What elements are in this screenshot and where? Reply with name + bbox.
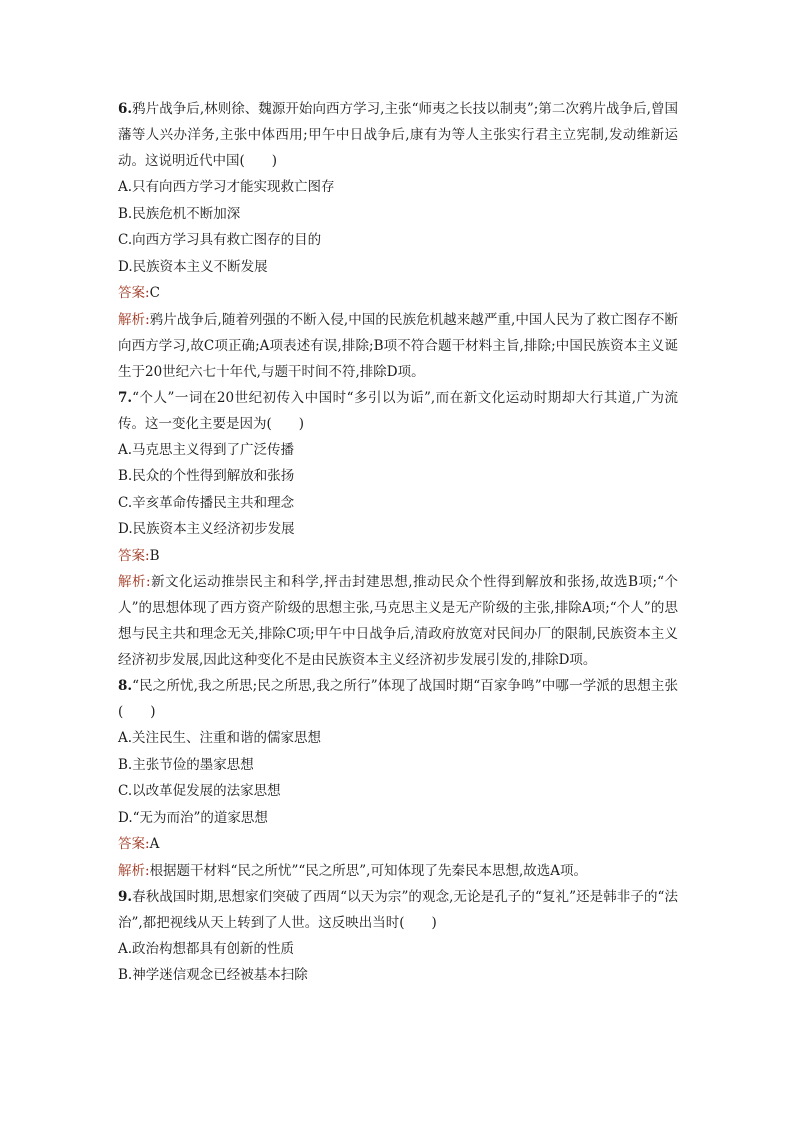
stem-text: “个人”一词在20世纪初传入中国时“多引以为诟”,而在新文化运动时期却大行其道,广为流传。这一变化主要是因为( ) xyxy=(118,389,678,432)
question-stem xyxy=(118,96,678,174)
option-c: C.辛亥革命传播民主共和理念 xyxy=(118,494,295,511)
explanation xyxy=(118,307,678,385)
answer-value: C xyxy=(149,285,160,301)
question-number: 7. xyxy=(118,389,133,406)
explanation-label: 解析: xyxy=(118,311,150,328)
question-8 xyxy=(118,673,678,884)
explanation-label: 解析: xyxy=(118,574,151,590)
option-a: A.关注民生、注重和谐的儒家思想 xyxy=(118,730,322,746)
document-page xyxy=(118,96,678,989)
explanation xyxy=(118,858,678,884)
option-c: C.向西方学习具有救亡图存的目的 xyxy=(118,232,322,248)
question-9 xyxy=(118,884,678,989)
option-a: A.政治构想都具有创新的性质 xyxy=(118,940,295,957)
option-b: B.神学迷信观念已经被基本扫除 xyxy=(118,967,308,983)
option-c: C.以改革促发展的法家思想 xyxy=(118,783,281,799)
question-number: 6. xyxy=(118,101,133,117)
explanation-text: 根据题干材料“民之所忧”“民之所思”,可知体现了先秦民本思想,故选A项。 xyxy=(149,862,587,879)
option-b: B.主张节俭的墨家思想 xyxy=(118,756,254,773)
answer-line xyxy=(118,543,678,570)
option-b: B.民众的个性得到解放和张扬 xyxy=(118,468,295,484)
explanation-text: 新文化运动推崇民主和科学,抨击封建思想,推动民众个性得到解放和张扬,故选B项;“个人”的思想体现了西方资产阶级的思想主张,马克思主义是无产阶级的主张,排除A项;“个人”的思想与民主共和理念无关,排除C项;甲午中日战争后,清政府放宽对民间办厂的限制,民族资本主义经济初步发展,因此这种变化不是由民族资本主义经济初步发展引发的,排除D项。 xyxy=(118,574,678,668)
question-number: 8. xyxy=(118,678,133,694)
explanation-text: 鸦片战争后,随着列强的不断入侵,中国的民族危机越来越严重,中国人民为了救亡图存不断向西方学习,故C项正确;A项表述有误,排除;B项不符合题干材料主旨,排除;中国民族资本主义诞生于20世纪六七十年代,与题干时间不符,排除D项。 xyxy=(118,311,678,380)
explanation-label: 解析: xyxy=(118,862,150,879)
option-d: D.民族资本主义经济初步发展 xyxy=(118,521,295,537)
stem-text: “民之所忧,我之所思;民之所思,我之所行”体现了战国时期“百家争鸣”中哪一学派的思想主张( ) xyxy=(118,678,678,720)
question-number: 9. xyxy=(118,888,133,905)
option-b: B.民族危机不断加深 xyxy=(118,205,241,222)
option-d: D.民族资本主义不断发展 xyxy=(118,258,268,275)
question-6 xyxy=(118,96,678,385)
answer-value: A xyxy=(149,836,160,852)
stem-text: 鸦片战争后,林则徐、魏源开始向西方学习,主张“师夷之长技以制夷”;第二次鸦片战争后,曾国藩等人兴办洋务,主张中体西用;甲午中日战争后,康有为等人主张实行君主立宪制,发动维新运动。这说明近代中国( ) xyxy=(118,101,678,169)
question-7 xyxy=(118,385,678,674)
answer-line xyxy=(118,280,678,307)
stem-text: 春秋战国时期,思想家们突破了西周“以天为宗”的观念,无论是孔子的“复礼”还是韩非子的“法治”,都把视线从天上转到了人世。这反映出当时( ) xyxy=(118,888,678,931)
question-stem xyxy=(118,385,678,437)
option-a: A.只有向西方学习才能实现救亡图存 xyxy=(118,179,335,195)
option-d: D.“无为而治”的道家思想 xyxy=(118,809,268,826)
answer-line xyxy=(118,831,678,858)
answer-value: B xyxy=(149,547,160,564)
answer-label: 答案: xyxy=(118,547,150,564)
answer-label: 答案: xyxy=(118,836,150,852)
question-stem xyxy=(118,673,678,725)
explanation xyxy=(118,569,678,673)
question-stem xyxy=(118,884,678,936)
answer-label: 答案: xyxy=(118,285,150,301)
option-a: A.马克思主义得到了广泛传播 xyxy=(118,441,295,458)
